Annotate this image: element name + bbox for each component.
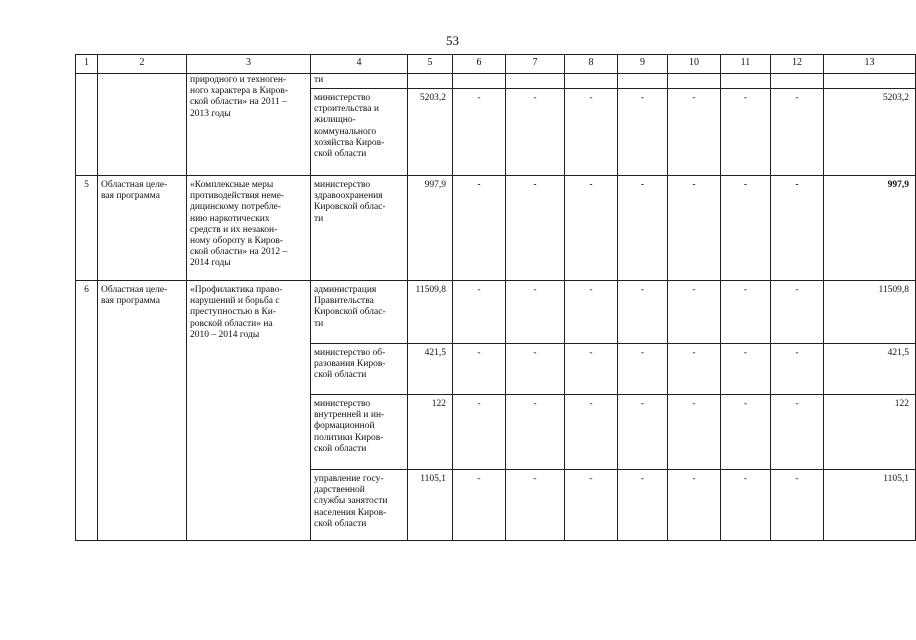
dash-cell: - — [771, 395, 824, 470]
amount-cell: 421,5 — [408, 344, 453, 395]
page-number: 53 — [446, 33, 459, 48]
table-row — [76, 281, 916, 344]
dash-cell: - — [771, 89, 824, 176]
dash-cell: - — [565, 281, 618, 344]
amount-cell: 1105,1 — [408, 470, 453, 541]
dash-cell: - — [565, 89, 618, 176]
dash-cell: - — [618, 176, 668, 281]
executor-cell: министерство об- разования Киров- ской области — [311, 344, 408, 395]
program-type-cell: Областная целе- вая программа — [98, 281, 187, 541]
total-cell: 11509,8 — [824, 281, 916, 344]
dash-cell: - — [668, 89, 721, 176]
executor-cell: министерство здравоохранения Кировской облас- ти — [311, 176, 408, 281]
header-cell: 8 — [565, 55, 618, 74]
dash-cell: - — [453, 176, 506, 281]
amount-cell: 122 — [408, 395, 453, 470]
dash-cell: - — [771, 176, 824, 281]
dash-cell: - — [668, 176, 721, 281]
dash-cell: - — [565, 470, 618, 541]
dash-cell: - — [453, 470, 506, 541]
dash-cell: - — [668, 344, 721, 395]
amount-cell: 11509,8 — [408, 281, 453, 344]
budget-table — [75, 54, 916, 541]
executor-cell: ти — [311, 74, 408, 89]
dash-cell: - — [565, 395, 618, 470]
program-type-cell: Областная целе- вая программа — [98, 176, 187, 281]
dash-cell: - — [668, 470, 721, 541]
header-cell: 10 — [668, 55, 721, 74]
program-name-cell: «Профилактика право- нарушений и борьба с преступностью в Ки- ровской области» на 2010 – 2014 годы — [187, 281, 311, 541]
total-cell: 997,9 — [824, 176, 916, 281]
header-cell: 6 — [453, 55, 506, 74]
dash-cell: - — [668, 395, 721, 470]
dash-cell: - — [618, 470, 668, 541]
dash-cell: - — [721, 281, 771, 344]
header-cell: 1 — [76, 55, 98, 74]
header-cell: 5 — [408, 55, 453, 74]
program-name-cell: «Комплексные меры противодействия неме- дицинскому потребле- нию наркотических средств и их незакон- ному обороту в Киров- ской области» на 2012 – 2014 годы — [187, 176, 311, 281]
header-cell: 3 — [187, 55, 311, 74]
header-cell: 7 — [506, 55, 565, 74]
dash-cell: - — [771, 281, 824, 344]
dash-cell: - — [771, 344, 824, 395]
executor-cell: министерство строительства и жилищно- коммунального хозяйства Киров- ской области — [311, 89, 408, 176]
dash-cell: - — [771, 470, 824, 541]
dash-cell: - — [506, 470, 565, 541]
header-cell: 9 — [618, 55, 668, 74]
table-row — [76, 74, 916, 89]
dash-cell: - — [668, 281, 721, 344]
dash-cell: - — [506, 281, 565, 344]
dash-cell: - — [721, 395, 771, 470]
total-cell: 122 — [824, 395, 916, 470]
dash-cell: - — [618, 344, 668, 395]
dash-cell: - — [506, 344, 565, 395]
row-number-cell: 6 — [76, 281, 98, 541]
dash-cell: - — [506, 176, 565, 281]
header-cell: 12 — [771, 55, 824, 74]
header-row — [76, 55, 916, 74]
dash-cell: - — [506, 89, 565, 176]
program-type-cell — [98, 74, 187, 176]
amount-cell: 997,9 — [408, 176, 453, 281]
program-name-line: природного и техноген- — [190, 75, 287, 85]
dash-cell: - — [453, 89, 506, 176]
dash-cell: - — [618, 395, 668, 470]
dash-cell: - — [618, 89, 668, 176]
row-number-cell: 5 — [76, 176, 98, 281]
program-name-cell — [187, 74, 311, 176]
header-cell: 4 — [311, 55, 408, 74]
dash-cell: - — [721, 470, 771, 541]
dash-cell: - — [565, 344, 618, 395]
row-number-cell — [76, 74, 98, 176]
dash-cell: - — [721, 344, 771, 395]
header-cell: 2 — [98, 55, 187, 74]
total-cell: 1105,1 — [824, 470, 916, 541]
dash-cell: - — [453, 281, 506, 344]
header-cell: 13 — [824, 55, 916, 74]
total-cell: 421,5 — [824, 344, 916, 395]
dash-cell: - — [721, 176, 771, 281]
amount-cell: 5203,2 — [408, 89, 453, 176]
dash-cell: - — [721, 89, 771, 176]
executor-cell: администрация Правительства Кировской облас- ти — [311, 281, 408, 344]
header-cell: 11 — [721, 55, 771, 74]
dash-cell: - — [506, 395, 565, 470]
table-row — [76, 176, 916, 281]
dash-cell: - — [565, 176, 618, 281]
executor-cell: министерство внутренней и ин- формационной политики Киров- ской области — [311, 395, 408, 470]
dash-cell: - — [618, 281, 668, 344]
executor-cell: управление госу- дарственной службы занятости населения Киров- ской области — [311, 470, 408, 541]
dash-cell: - — [453, 344, 506, 395]
total-cell: 5203,2 — [824, 89, 916, 176]
program-name-line: ного характера в Киров- ской области» на 2011 – 2013 годы — [190, 86, 289, 119]
dash-cell: - — [453, 395, 506, 470]
